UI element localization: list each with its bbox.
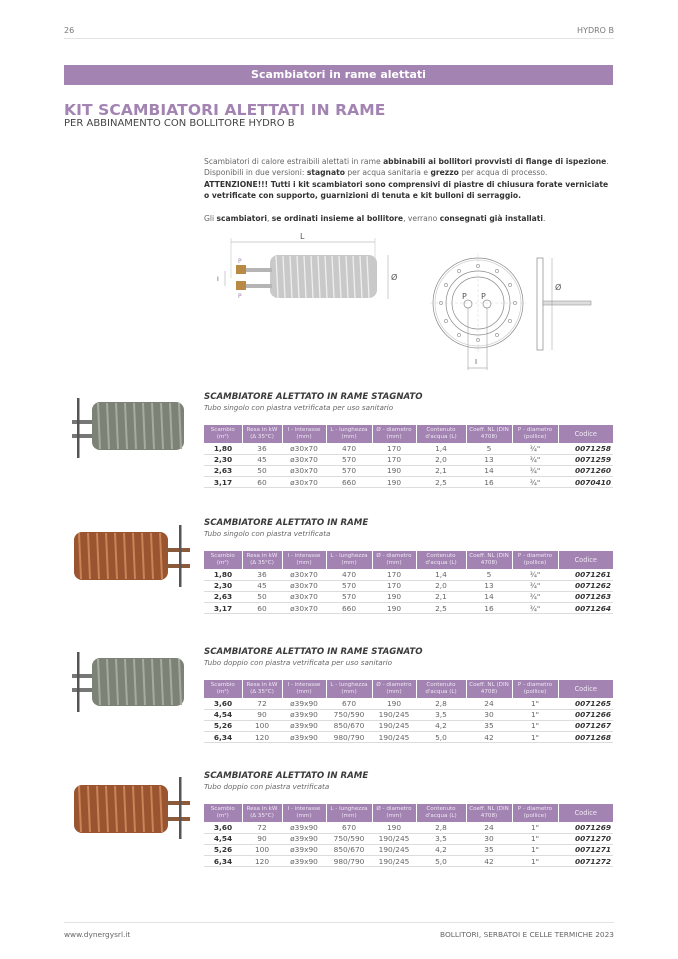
table-cell: 170 [372,443,416,454]
intro-text [204,156,616,224]
table-cell: 190/245 [372,732,416,743]
table-cell: 670 [326,698,372,709]
column-header: P - diametro (pollice) [512,680,558,698]
table-cell: 980/790 [326,856,372,867]
column-header: I - interasse (mm) [282,425,326,443]
section-banner: Scambiatori in rame alettati [64,65,613,85]
product-code: 0071260 [558,465,613,476]
spec-table [204,551,613,614]
table-cell: ø39x90 [282,732,326,743]
table-row [204,822,613,833]
column-header: L - lunghezza (mm) [326,680,372,698]
table-cell: 5,26 [204,844,242,855]
table-cell: 3,5 [416,833,466,844]
table-cell: 1,80 [204,569,242,580]
table-row [204,844,613,855]
table-row [204,580,613,591]
table-cell: 5,0 [416,732,466,743]
table-cell: 6,34 [204,856,242,867]
table-cell: 6,34 [204,732,242,743]
product-code: 0071258 [558,443,613,454]
tinned-single-coil-image [64,392,194,472]
table-cell: ¾" [512,454,558,465]
column-header: Contenuto d'acqua (L) [416,551,466,569]
table-cell: ø30x70 [282,580,326,591]
column-header: Codice [558,551,613,569]
table-cell: 1" [512,856,558,867]
column-header: P - diametro (pollice) [512,804,558,822]
table-cell: 36 [242,569,282,580]
page-subtitle: PER ABBINAMENTO CON BOLLITORE HYDRO B [64,118,295,129]
table-cell: 190/245 [372,709,416,720]
intro-line-4: Gli scambiatori, se ordinati insieme al bollitore, verrano consegnati già installati. [204,213,546,223]
table-cell: 190/245 [372,720,416,731]
table-cell: ø39x90 [282,720,326,731]
product-code: 0071271 [558,844,613,855]
table-row [204,454,613,465]
table-cell: ø30x70 [282,569,326,580]
table-cell: 570 [326,580,372,591]
product-code: 0071265 [558,698,613,709]
column-header: Resa in kW (Δ 35°C) [242,680,282,698]
column-header: Ø - diametro (mm) [372,804,416,822]
table-cell: 5,0 [416,856,466,867]
column-header: Coeff. NL (DIN 4708) [466,425,512,443]
table-cell: 1" [512,732,558,743]
table-cell: ø30x70 [282,591,326,602]
table-cell: ø30x70 [282,443,326,454]
footer-website[interactable]: www.dynergysrl.it [64,930,131,939]
table-row [204,698,613,709]
table-cell: 90 [242,709,282,720]
table-cell: 190 [372,822,416,833]
column-header: Codice [558,425,613,443]
table-cell: 4,54 [204,833,242,844]
coil-tinned-icon [64,392,194,472]
table-row [204,465,613,476]
table-cell: 190 [372,603,416,614]
table-cell: 120 [242,732,282,743]
table-cell: 3,17 [204,603,242,614]
product-title: SCAMBIATORE ALETTATO IN RAME [204,518,369,528]
table-cell: 2,8 [416,698,466,709]
table-cell: 190 [372,465,416,476]
product-code: 0071267 [558,720,613,731]
table-cell: 72 [242,698,282,709]
product-code: 0071266 [558,709,613,720]
table-cell: 2,0 [416,454,466,465]
page-title: KIT SCAMBIATORI ALETTATI IN RAME [64,101,386,119]
table-cell: 72 [242,822,282,833]
table-cell: 35 [466,720,512,731]
column-header: P - diametro (pollice) [512,425,558,443]
column-header: Resa in kW (Δ 35°C) [242,551,282,569]
table-cell: 30 [466,709,512,720]
table-cell: 4,54 [204,709,242,720]
header-divider [64,38,614,39]
table-cell: 850/670 [326,844,372,855]
table-cell: 14 [466,591,512,602]
table-cell: ¾" [512,580,558,591]
table-cell: 1" [512,844,558,855]
footer-catalog-title: BOLLITORI, SERBATOI E CELLE TERMICHE 2023 [440,930,614,939]
table-cell: 2,5 [416,603,466,614]
footer-divider [64,922,614,923]
table-cell: 190 [372,591,416,602]
table-cell: 470 [326,569,372,580]
table-row [204,603,613,614]
svg-text:P: P [238,258,242,265]
table-cell: ø30x70 [282,603,326,614]
table-cell: 36 [242,443,282,454]
table-cell: 4,2 [416,844,466,855]
table-cell: 3,60 [204,698,242,709]
table-cell: 16 [466,477,512,488]
intro-warning: ATTENZIONE!!! Tutti i kit scambiatori sono comprensivi di piastre di chiusura forate verniciate o vetrificate con supporto, guarnizioni di tenuta e kit bulloni di serraggio. [204,179,609,201]
table-cell: ø30x70 [282,477,326,488]
column-header: Codice [558,804,613,822]
table-cell: 1,4 [416,443,466,454]
table-row [204,833,613,844]
table-cell: 1" [512,720,558,731]
table-cell: ø39x90 [282,833,326,844]
svg-text:Ø: Ø [555,283,562,292]
page-header-label: HYDRO B [577,26,614,35]
table-cell: 2,63 [204,465,242,476]
table-cell: 16 [466,603,512,614]
table-cell: ¾" [512,443,558,454]
spec-table [204,804,613,867]
heat-exchanger-drawing-icon [204,228,614,378]
table-cell: 190/245 [372,844,416,855]
product-title: SCAMBIATORE ALETTATO IN RAME STAGNATO [204,647,423,657]
table-cell: 50 [242,591,282,602]
product-code: 0071264 [558,603,613,614]
product-subtitle: Tubo doppio con piastra vetrificata [204,782,330,791]
table-cell: 3,60 [204,822,242,833]
table-cell: ø39x90 [282,856,326,867]
table-cell: 1" [512,833,558,844]
table-cell: 60 [242,477,282,488]
table-cell: 35 [466,844,512,855]
product-section [204,518,613,614]
table-cell: 850/670 [326,720,372,731]
product-subtitle: Tubo doppio con piastra vetrificata per uso sanitario [204,658,393,667]
column-header: Scambio (m²) [204,425,242,443]
product-subtitle: Tubo singolo con piastra vetrificata per uso sanitario [204,403,394,412]
svg-text:I: I [475,358,478,366]
column-header: Contenuto d'acqua (L) [416,680,466,698]
table-cell: 45 [242,454,282,465]
table-cell: 2,1 [416,465,466,476]
product-code: 0071270 [558,833,613,844]
column-header: Scambio (m²) [204,804,242,822]
table-cell: 190 [372,477,416,488]
product-title: SCAMBIATORE ALETTATO IN RAME STAGNATO [204,392,423,402]
spec-table [204,425,613,488]
table-cell: ø39x90 [282,698,326,709]
intro-line-2: Disponibili in due versioni: stagnato per acqua sanitaria e grezzo per acqua di processo. [204,168,548,178]
table-cell: 2,30 [204,454,242,465]
table-row [204,856,613,867]
table-cell: 100 [242,844,282,855]
table-cell: ø39x90 [282,709,326,720]
table-cell: 570 [326,465,372,476]
column-header: L - lunghezza (mm) [326,425,372,443]
copper-double-coil-image [64,773,194,853]
column-header: Resa in kW (Δ 35°C) [242,804,282,822]
product-code: 0071272 [558,856,613,867]
column-header: Codice [558,680,613,698]
column-header: I - interasse (mm) [282,680,326,698]
table-cell: ø39x90 [282,822,326,833]
table-cell: 5,26 [204,720,242,731]
column-header: Contenuto d'acqua (L) [416,804,466,822]
column-header: L - lunghezza (mm) [326,551,372,569]
product-code: 0071268 [558,732,613,743]
svg-text:Ø: Ø [391,273,398,282]
table-cell: 1" [512,822,558,833]
table-cell: 60 [242,603,282,614]
table-cell: ø39x90 [282,844,326,855]
table-cell: ¾" [512,569,558,580]
table-cell: 1" [512,698,558,709]
table-cell: 980/790 [326,732,372,743]
product-code: 0071269 [558,822,613,833]
table-cell: 750/590 [326,709,372,720]
table-row [204,720,613,731]
tinned-double-coil-image [64,648,194,728]
product-code: 0071259 [558,454,613,465]
column-header: Coeff. NL (DIN 4708) [466,680,512,698]
table-cell: 2,1 [416,591,466,602]
intro-line-1: Scambiatori di calore estraibili alettati in rame abbinabili ai bollitori provvisti di flange di ispezione. [204,157,609,166]
table-cell: 2,30 [204,580,242,591]
coil-copper-icon [64,520,194,600]
table-cell: 100 [242,720,282,731]
table-cell: 170 [372,580,416,591]
table-cell: 470 [326,443,372,454]
product-title: SCAMBIATORE ALETTATO IN RAME [204,771,369,781]
svg-text:L: L [300,232,305,241]
column-header: Ø - diametro (mm) [372,680,416,698]
product-code: 0071263 [558,591,613,602]
table-row [204,443,613,454]
svg-text:P: P [462,292,467,301]
table-cell: 13 [466,580,512,591]
table-cell: 5 [466,569,512,580]
table-cell: 24 [466,698,512,709]
table-cell: ø30x70 [282,454,326,465]
product-code: 0071262 [558,580,613,591]
svg-text:I: I [217,276,219,283]
table-cell: 190 [372,698,416,709]
spec-table [204,680,613,743]
table-cell: 750/590 [326,833,372,844]
table-cell: 42 [466,732,512,743]
table-cell: ¾" [512,477,558,488]
table-cell: 2,8 [416,822,466,833]
technical-diagram [204,228,614,378]
table-cell: 2,0 [416,580,466,591]
table-row [204,569,613,580]
table-cell: 3,5 [416,709,466,720]
column-header: Resa in kW (Δ 35°C) [242,425,282,443]
table-row [204,477,613,488]
product-code: 0070410 [558,477,613,488]
column-header: L - lunghezza (mm) [326,804,372,822]
product-subtitle: Tubo singolo con piastra vetrificata [204,529,331,538]
column-header: Scambio (m²) [204,680,242,698]
table-cell: 1,80 [204,443,242,454]
table-cell: 30 [466,833,512,844]
column-header: P - diametro (pollice) [512,551,558,569]
column-header: I - interasse (mm) [282,551,326,569]
column-header: Ø - diametro (mm) [372,425,416,443]
coil-copper-icon [64,773,194,853]
table-cell: 660 [326,603,372,614]
table-cell: 1,4 [416,569,466,580]
column-header: Scambio (m²) [204,551,242,569]
column-header: Contenuto d'acqua (L) [416,425,466,443]
table-row [204,591,613,602]
table-cell: 24 [466,822,512,833]
svg-text:P: P [238,293,242,300]
copper-single-coil-image [64,520,194,600]
table-cell: ¾" [512,591,558,602]
page-number: 26 [64,26,75,35]
column-header: Ø - diametro (mm) [372,551,416,569]
table-cell: 50 [242,465,282,476]
table-cell: 4,2 [416,720,466,731]
table-cell: 190/245 [372,833,416,844]
table-cell: 660 [326,477,372,488]
column-header: Coeff. NL (DIN 4708) [466,804,512,822]
coil-tinned-icon [64,648,194,728]
table-cell: 90 [242,833,282,844]
table-cell: 570 [326,454,372,465]
table-cell: 2,5 [416,477,466,488]
table-row [204,732,613,743]
column-header: Coeff. NL (DIN 4708) [466,551,512,569]
table-cell: ¾" [512,603,558,614]
table-cell: 45 [242,580,282,591]
table-cell: 1" [512,709,558,720]
table-cell: 42 [466,856,512,867]
table-cell: 170 [372,454,416,465]
column-header: I - interasse (mm) [282,804,326,822]
table-cell: ¾" [512,465,558,476]
table-cell: 120 [242,856,282,867]
table-cell: 570 [326,591,372,602]
table-cell: ø30x70 [282,465,326,476]
table-cell: 5 [466,443,512,454]
table-cell: 170 [372,569,416,580]
svg-text:P: P [481,292,486,301]
table-cell: 14 [466,465,512,476]
table-cell: 190/245 [372,856,416,867]
product-section [204,771,613,867]
product-code: 0071261 [558,569,613,580]
table-cell: 13 [466,454,512,465]
table-cell: 3,17 [204,477,242,488]
table-cell: 670 [326,822,372,833]
table-cell: 2,63 [204,591,242,602]
table-row [204,709,613,720]
product-section [204,392,613,488]
product-section [204,647,613,743]
